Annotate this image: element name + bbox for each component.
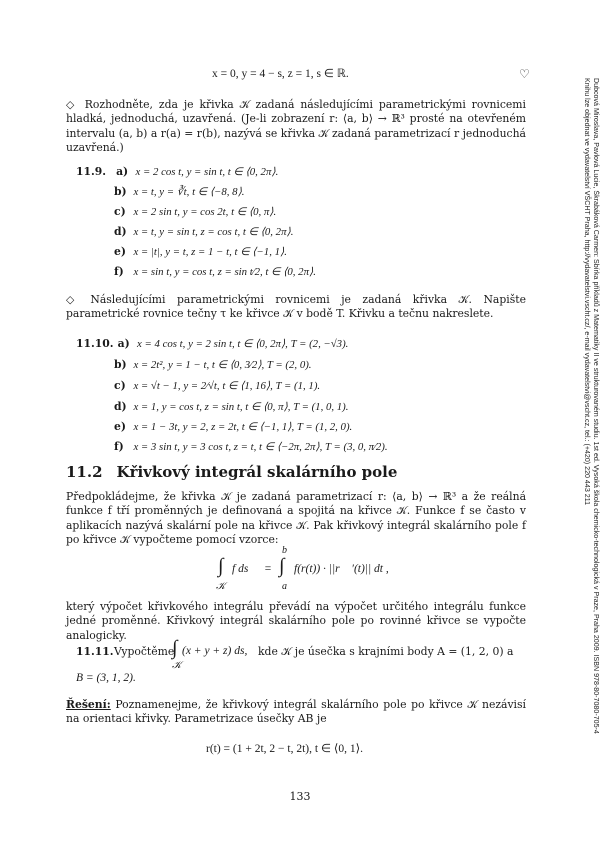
top-equation: x = 0, y = 4 − s, z = 1, s ∈ ℝ. — [212, 68, 349, 80]
exercise-11-9-b — [114, 185, 244, 199]
side-citation-line-2: Knihu lze objednat ve vydavatelství VŠCHT Praha, http://vydavatelstvi.vscht.cz/, e-mail vydavatelstvi@vscht.cz, tel.: (+420) 220 443 211 — [583, 78, 591, 506]
exercise-post-text: kde 𝒦 je úsečka s krajními body A = (1, 2, 0) a — [258, 645, 514, 658]
exercise-number: 11.11. — [76, 645, 114, 658]
intro-paragraph-tangent — [66, 293, 526, 322]
item-label: f) — [114, 440, 124, 453]
diamond-icon: ◇ — [66, 98, 77, 111]
integral-sign-icon-3: ∫ — [172, 637, 178, 659]
item-label: b) — [114, 358, 127, 371]
section-title: Křivkový integrál skalárního pole — [116, 463, 398, 481]
exercise-11-10-e — [114, 420, 352, 434]
side-citation-line-1: Dubcová Miroslava, Pavlová Lucie, Škrabáková Carmen: Sbírka příkladů z Matematiky II ve strukturovaném studiu. 1st ed. Vysoká škola chemicko-technologická v Praze, Praha 2009. ISBN 978-80-7080-705-4 — [592, 78, 600, 734]
item-label: b) — [114, 185, 127, 198]
formula-upper-bound: b — [282, 545, 287, 556]
exercise-11-9-d — [114, 225, 293, 239]
exercise-integrand: (x + y + z) ds, — [182, 645, 248, 657]
side-citation — [582, 78, 600, 734]
exercise-11-9 — [76, 165, 278, 179]
item-expression: x = t, y = ∛t, t ∈ ⟨−8, 8⟩. — [133, 186, 245, 198]
item-expression: x = t, y = sin t, z = cos t, t ∈ ⟨0, 2π⟩. — [133, 226, 294, 238]
exercise-11-10-c — [114, 379, 320, 393]
item-expression: x = 2t², y = 1 − t, t ∈ ⟨0, 3⁄2⟩, T = (2, 0). — [133, 359, 312, 371]
exercise-11-10-d — [114, 400, 348, 414]
intro-text: Rozhodněte, zda je křivka 𝒦 zadaná následujícími parametrickými rovnicemi hladká, jednoduchá, uzavřená. (Je-li zobrazení r: ⟨a, b⟩ → ℝ³ prosté na otevřeném intervalu (a, b) a r(a) = r(b), nazývá se křivka 𝒦 zadaná parametrizací r jednoduchá uzavřená.) — [66, 98, 526, 155]
exercise-11-10 — [76, 337, 348, 351]
item-label: e) — [114, 245, 126, 258]
page-number: 133 — [289, 790, 311, 803]
formula-rhs: f(r(t)) · ||r⃗ ′(t)|| dt , — [294, 563, 389, 575]
diamond-icon: ◇ — [66, 293, 83, 306]
item-label: c) — [114, 205, 126, 218]
item-expression: x = 1 − 3t, y = 2, z = 2t, t ∈ ⟨−1, 1⟩, T = (1, 2, 0). — [133, 421, 353, 433]
formula-lower-bound: a — [282, 581, 287, 592]
item-label: c) — [114, 379, 126, 392]
exercise-11-9-c — [114, 205, 276, 219]
exercise-pre-text: Vypočtěme — [114, 645, 175, 658]
exercise-line-2: B = (3, 1, 2). — [76, 672, 136, 684]
item-label: f) — [114, 265, 124, 278]
intro-text: Následujícími parametrickými rovnicemi je zadaná křivka 𝒦. Napište parametrické rovnice tečny τ ke křivce 𝒦 v bodě T. Křivku a tečnu nakreslete. — [66, 293, 526, 321]
exercise-11-10-f — [114, 440, 388, 454]
section-paragraph-1: Předpokládejme, že křivka 𝒦 je zadaná parametrizací r: ⟨a, b⟩ → ℝ³ a že reálná funkce f tří proměnných je definovaná a spojitá na křivce 𝒦. Funkce f se často v aplikacích nazývá skalární pole na křivce 𝒦. Pak křivkový integrál skalárního pole f po křivce 𝒦 vypočteme pomocí vzorce: — [66, 490, 526, 547]
solution-text: Poznamenejme, že křivkový integrál skalárního pole po křivce 𝒦 nezávisí na orientaci křivky. Parametrizace úsečky AB je — [66, 698, 527, 726]
exercise-11-9-e — [114, 245, 287, 259]
section-heading — [66, 463, 397, 481]
item-expression: x = 2 sin t, y = cos 2t, t ∈ ⟨0, π⟩. — [133, 206, 277, 218]
solution-label: Řešení: — [66, 698, 111, 711]
integral-sign-icon: ∫ — [218, 555, 224, 577]
integral-sign-icon-2: ∫ — [279, 555, 285, 577]
item-label: a) — [116, 165, 129, 178]
item-expression: x = 1, y = cos t, z = sin t, t ∈ ⟨0, π⟩, T = (1, 0, 1). — [133, 401, 349, 413]
section-number: 11.2 — [66, 463, 103, 481]
end-of-solution-symbol: ♡ — [519, 67, 530, 81]
item-expression: x = 2 cos t, y = sin t, t ∈ ⟨0, 2π⟩. — [135, 166, 279, 178]
exercise-11-10-b — [114, 358, 312, 372]
item-label: a) — [117, 337, 130, 350]
exercise-domain: 𝒦 — [172, 660, 182, 671]
exercise-number: 11.10. — [76, 337, 114, 350]
integral-formula: ∫ f ds 𝒦 = b ∫ a f(r(t)) · ||r⃗ ′(t)|| dt , — [216, 545, 389, 592]
section-paragraph-2: který výpočet křivkového integrálu převádí na výpočet určitého integrálu funkce jedné proměnné. Křivkový integrál skalárního pole po rovinné křivce se vypočte analogicky. — [66, 600, 526, 642]
parametrization-equation: r(t) = (1 + 2t, 2 − t, 2t), t ∈ ⟨0, 1⟩. — [206, 743, 363, 755]
formula-lhs-domain: 𝒦 — [216, 581, 226, 592]
formula-lhs: f ds — [232, 563, 249, 575]
item-label: d) — [114, 400, 127, 413]
exercise-number: 11.9. — [76, 165, 107, 178]
item-expression: x = 4 cos t, y = 2 sin t, t ∈ ⟨0, 2π⟩, T = (2, −√3). — [137, 338, 349, 350]
item-label: e) — [114, 420, 126, 433]
item-label: d) — [114, 225, 127, 238]
exercise-11-11 — [76, 637, 536, 690]
item-expression: x = sin t, y = cos t, z = sin t⁄2, t ∈ ⟨0, 2π⟩. — [133, 266, 316, 278]
exercise-11-9-f — [114, 265, 316, 279]
intro-paragraph-smoothness — [66, 98, 526, 156]
item-expression: x = √t − 1, y = 2⁄√t, t ∈ ⟨1, 16⟩, T = (1, 1). — [133, 380, 321, 392]
item-expression: x = 3 sin t, y = 3 cos t, z = t, t ∈ ⟨−2π, 2π⟩, T = (3, 0, π⁄2). — [133, 441, 388, 453]
solution-paragraph — [66, 698, 526, 727]
item-expression: x = |t|, y = t, z = 1 − t, t ∈ ⟨−1, 1⟩. — [133, 246, 287, 258]
